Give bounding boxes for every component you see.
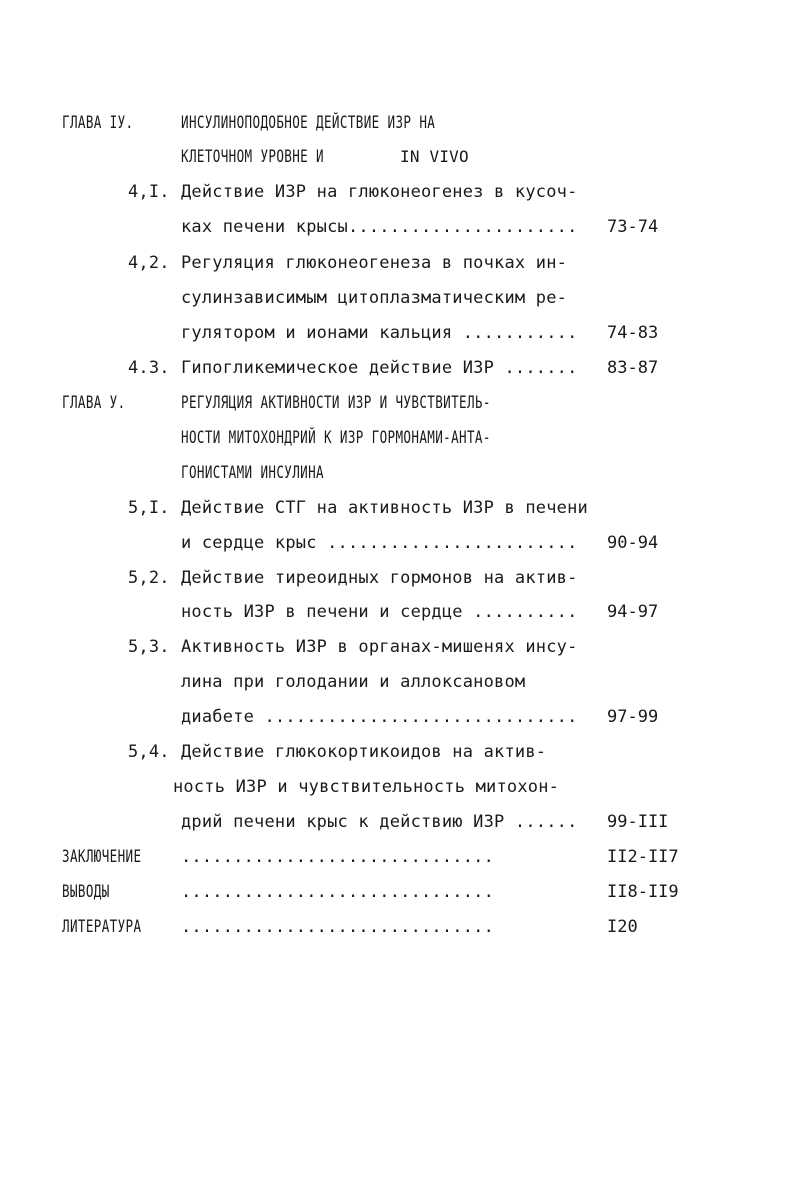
conclusion-dots: ..............................	[181, 847, 495, 867]
section-5-1-line1: Действие СТГ на активность ИЗР в печени	[181, 498, 588, 518]
section-5-4-number: 5,4.	[128, 742, 170, 762]
chapter-5-label: ГЛАВА У.	[62, 393, 126, 413]
section-4-3-pages: 83-87	[607, 358, 659, 378]
chapter-5-title-line2: НОСТИ МИТОХОНДРИЙ К ИЗР ГОРМОНАМИ-АНТА-	[181, 428, 491, 448]
conclusion-pages: II2-II7	[607, 847, 679, 867]
findings-pages: II8-II9	[607, 882, 679, 902]
section-4-3-number: 4.3.	[128, 358, 170, 378]
findings-label: ВЫВОДЫ	[62, 882, 110, 902]
chapter-4-title-line1: ИНСУЛИНОПОДОБНОЕ ДЕЙСТВИЕ ИЗР НА	[181, 113, 436, 133]
chapter-4-title-invivo: IN VIVO	[400, 147, 469, 166]
chapter-5-title-line3: ГОНИСТАМИ ИНСУЛИНА	[181, 463, 324, 483]
section-5-4-line3: дрий печени крыс к действию ИЗР ......	[181, 812, 578, 832]
section-5-1-line2: и сердце крыс ........................	[181, 533, 578, 553]
section-4-3-line1: Гипогликемическое действие ИЗР .......	[181, 358, 578, 378]
section-4-1-line1: Действие ИЗР на глюконеогенез в кусоч-	[181, 182, 578, 202]
section-5-1-number: 5,I.	[128, 498, 170, 518]
section-5-4-line1: Действие глюкокортикоидов на актив-	[181, 742, 547, 762]
literature-pages: I20	[607, 917, 638, 937]
section-4-2-pages: 74-83	[607, 323, 659, 343]
section-5-4-pages: 99-III	[607, 812, 669, 832]
section-5-3-pages: 97-99	[607, 707, 659, 727]
literature-label: ЛИТЕРАТУРА	[62, 917, 142, 937]
section-5-2-line1: Действие тиреоидных гормонов на актив-	[181, 568, 578, 588]
findings-dots: ..............................	[181, 882, 495, 902]
section-5-3-number: 5,3.	[128, 637, 170, 657]
section-4-2-line3: гулятором и ионами кальция ...........	[181, 323, 578, 343]
section-5-3-line1: Активность ИЗР в органах-мишенях инсу-	[181, 637, 578, 657]
section-4-1-line2: ках печени крысы......................	[181, 217, 578, 237]
section-4-1-number: 4,I.	[128, 182, 170, 202]
section-4-2-line1: Регуляция глюконеогенеза в почках ин-	[181, 253, 568, 273]
chapter-4-title-line2: КЛЕТОЧНОМ УРОВНЕ И	[181, 147, 324, 167]
literature-dots: ..............................	[181, 917, 495, 937]
section-5-3-line2: лина при голодании и аллоксановом	[181, 672, 526, 692]
section-4-2-number: 4,2.	[128, 253, 170, 273]
section-5-4-line2: ность ИЗР и чувствительность митохон-	[173, 777, 560, 797]
section-5-2-pages: 94-97	[607, 602, 659, 622]
conclusion-label: ЗАКЛЮЧЕНИЕ	[62, 847, 142, 867]
section-5-2-line2: ность ИЗР в печени и сердце ..........	[181, 602, 578, 622]
section-4-1-pages: 73-74	[607, 217, 659, 237]
section-4-2-line2: сулинзависимым цитоплазматическим ре-	[181, 288, 568, 308]
section-5-3-line3: диабете ..............................	[181, 707, 578, 727]
chapter-4-label: ГЛАВА IУ.	[62, 113, 134, 133]
section-5-1-pages: 90-94	[607, 533, 659, 553]
section-5-2-number: 5,2.	[128, 568, 170, 588]
chapter-5-title-line1: РЕГУЛЯЦИЯ АКТИВНОСТИ ИЗР И ЧУВСТВИТЕЛЬ-	[181, 393, 491, 413]
